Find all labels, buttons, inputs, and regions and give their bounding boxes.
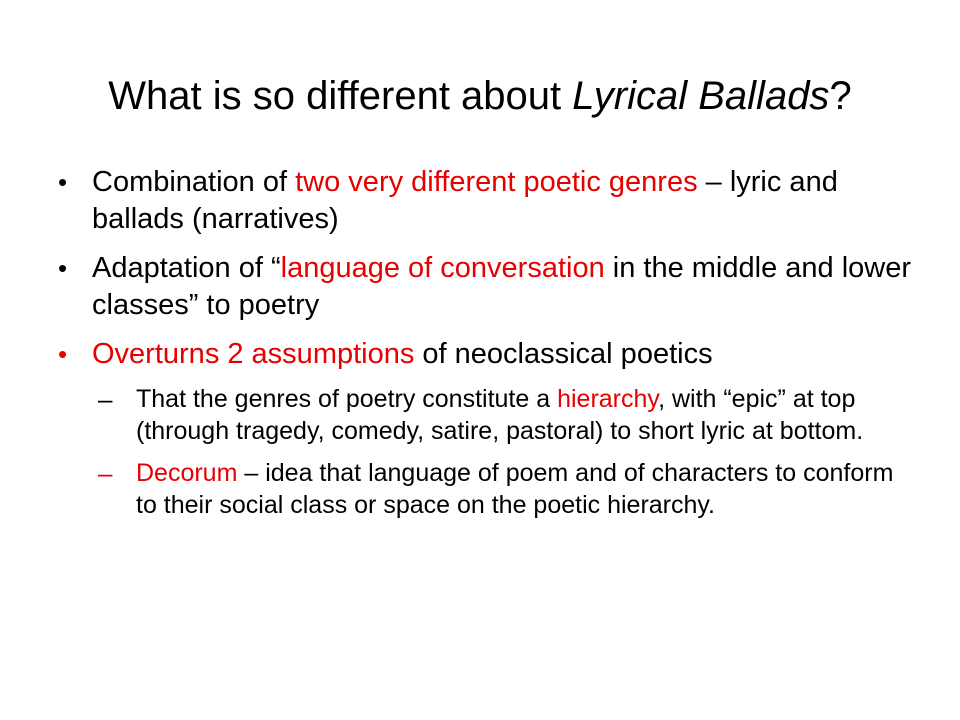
- subbullet-2-post: – idea that language of poem and of characters to conform to their social class or space on the poetic hierarchy.: [136, 459, 894, 519]
- title-prefix: What is so different about: [108, 74, 573, 118]
- bullet-2-pre: Adaptation of “: [92, 252, 281, 284]
- bullet-1-post: – lyric and ballads (narratives): [92, 166, 838, 235]
- dash-icon: –: [98, 458, 113, 488]
- bullet-icon: •: [58, 339, 68, 369]
- subbullet-2: [58, 457, 918, 521]
- bullet-1-pre: Combination of: [92, 166, 296, 198]
- title-suffix: ?: [829, 74, 852, 118]
- bullet-2: [58, 250, 918, 324]
- bullet-3-post: of neoclassical poetics: [414, 338, 713, 370]
- subbullet-1-highlight: hierarchy: [557, 385, 659, 413]
- dash-icon: –: [98, 384, 113, 414]
- bullet-1: [58, 164, 918, 238]
- subbullet-1: [58, 383, 918, 447]
- slide-title: [0, 70, 960, 122]
- bullet-1-highlight: two very different poetic genres: [295, 166, 698, 198]
- slide-body: [58, 164, 918, 533]
- subbullet-1-post: , with “epic” at top (through tragedy, comedy, satire, pastoral) to short lyric at bottom.: [136, 385, 864, 445]
- bullet-3-highlight: Overturns 2 assumptions: [92, 338, 415, 370]
- title-italic: Lyrical Ballads: [572, 74, 830, 118]
- subbullet-2-highlight: Decorum: [136, 459, 238, 487]
- subbullet-1-pre: That the genres of poetry constitute a: [136, 385, 558, 413]
- bullet-3: [58, 336, 918, 521]
- bullet-2-post: in the middle and lower classes” to poetry: [92, 252, 912, 321]
- bullet-2-highlight: language of conversation: [280, 252, 605, 284]
- bullet-icon: •: [58, 253, 68, 283]
- bullet-icon: •: [58, 167, 68, 197]
